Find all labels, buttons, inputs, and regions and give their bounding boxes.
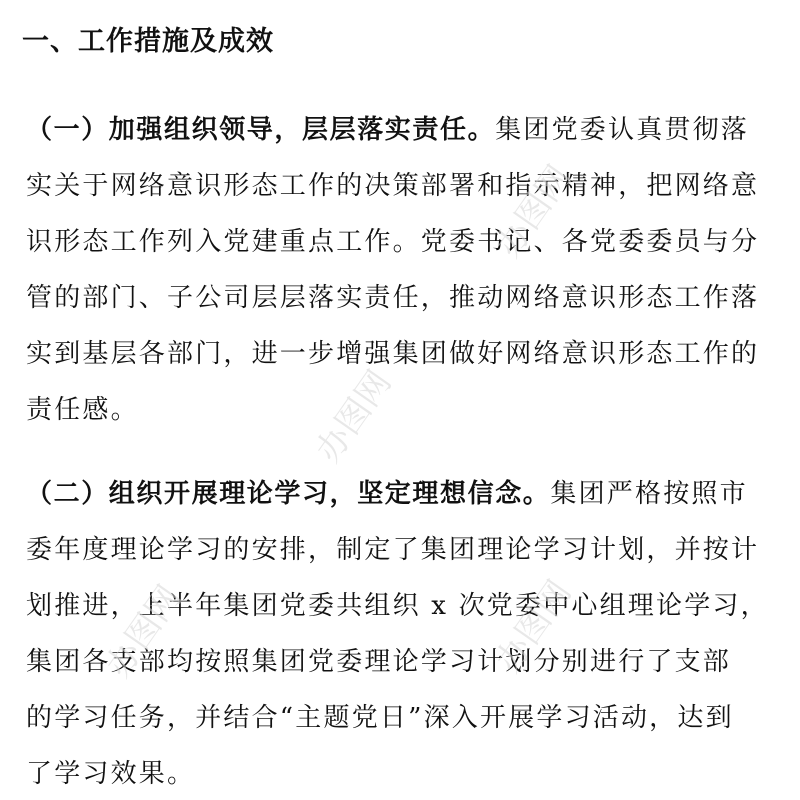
subsection-title: （一）加强组织领导，层层落实责任。 bbox=[26, 115, 496, 145]
paragraph-line: 管的部门、子公司层层落实责任，推动网络意识形态工作落 bbox=[26, 283, 760, 313]
section-heading: 一、工作措施及成效 bbox=[22, 26, 274, 57]
paragraph-line bbox=[26, 102, 786, 158]
paragraph-line: 识形态工作列入党建重点工作。党委书记、各党委委员与分 bbox=[26, 227, 760, 257]
section-one bbox=[26, 102, 786, 438]
paragraph-line: 的学习任务，并结合“主题党日”深入开展学习活动，达到 bbox=[26, 703, 734, 733]
paragraph-text: 集团严格按照市 bbox=[550, 479, 748, 509]
paragraph-line: 委年度理论学习的安排，制定了集团理论学习计划，并按计 bbox=[26, 535, 760, 565]
paragraph-line: 实关于网络意识形态工作的决策部署和指示精神，把网络意 bbox=[26, 171, 760, 201]
paragraph-line: 责任感。 bbox=[26, 395, 139, 425]
paragraph-line bbox=[26, 466, 786, 522]
watermark: 办图网 bbox=[98, 578, 190, 685]
paragraph-line: 了学习效果。 bbox=[26, 759, 196, 789]
paragraph-line: 划推进，上半年集团党委共组织 x 次党委中心组理论学习， bbox=[26, 591, 769, 621]
section-two bbox=[26, 466, 786, 800]
paragraph-text: 集团党委认真贯彻落 bbox=[495, 115, 750, 145]
paragraph-line: 实到基层各部门，进一步增强集团做好网络意识形态工作的 bbox=[26, 339, 760, 369]
watermark: 办图网 bbox=[488, 158, 580, 265]
subsection-title: （二）组织开展理论学习，坚定理想信念。 bbox=[26, 479, 551, 509]
paragraph-line: 集团各支部均按照集团党委理论学习计划分别进行了支部 bbox=[26, 647, 732, 677]
watermark: 办图网 bbox=[308, 363, 400, 470]
watermark: 办图网 bbox=[488, 573, 580, 680]
